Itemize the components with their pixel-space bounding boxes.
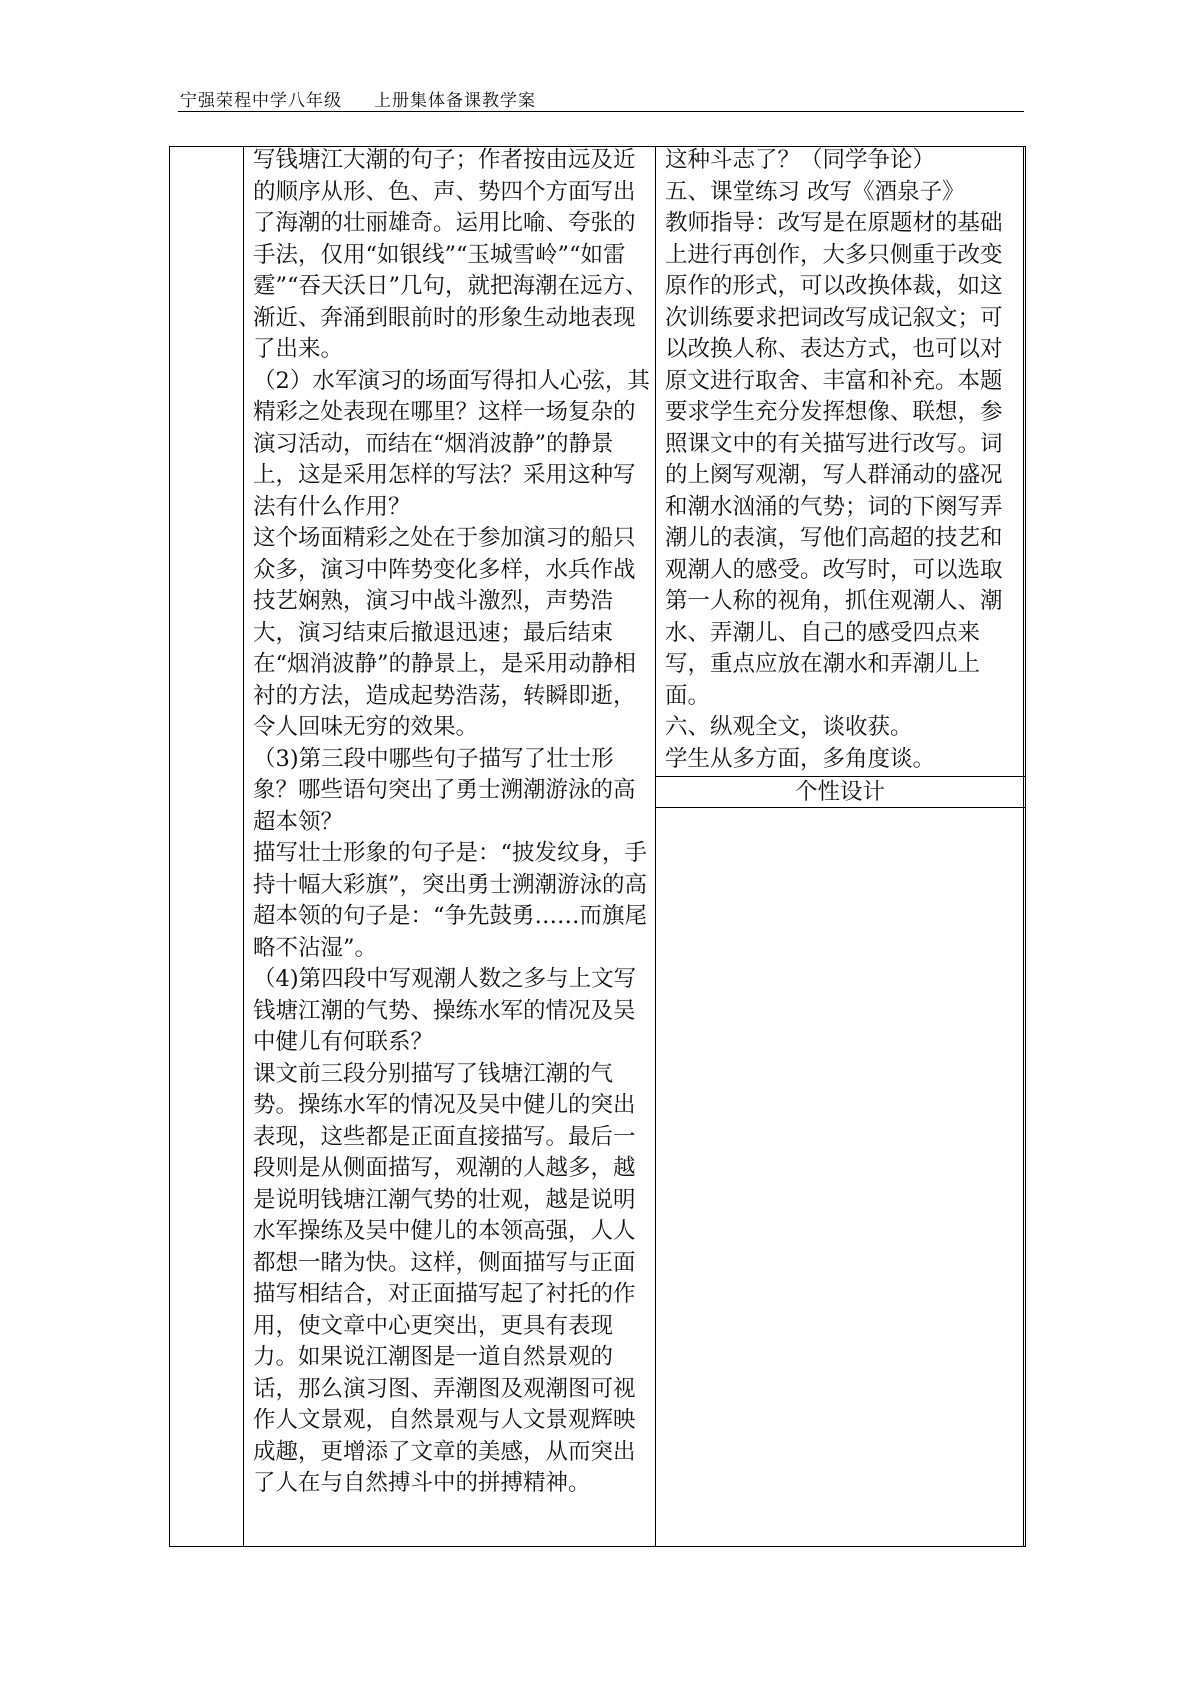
answer-2: 这个场面精彩之处在于参加演习的船只众多，演习中阵势变化多样，水兵作战技艺娴熟，演习中战斗激烈，声势浩大，演习结束后撤退迅速；最后结束在“烟消波静”的静景上，是采用动静相衬的方法，造成起势浩荡，转瞬即逝，令人回味无穷的效果。 bbox=[253, 525, 637, 740]
table-column-divider-middle bbox=[655, 146, 656, 1547]
lesson-content-right bbox=[665, 145, 1021, 775]
question-2: （2）水军演习的场面写得扣人心弦，其精彩之处表现在哪里？这样一场复杂的演习活动，而结在“烟消波静”的静景上，这是采用怎样的写法？采用这种写法有什么作用？ bbox=[253, 367, 650, 520]
teacher-guidance: 教师指导：改写是在原题材的基础上进行再创作，大多只侧重于改变原作的形式，可以改换体裁，如这次训练要求把词改写成记叙文；可以改换人称、表达方式，也可以对原文进行取舍、丰富和补充。本题要求学生充分发挥想像、联想，参照课文中的有关描写进行改写。词的上阕写观潮，写人群涌动的盛况和潮水汹涌的气势；词的下阕写弄潮儿的表演，写他们高超的技艺和观潮人的感受。改写时，可以选取第一人称的视角，抓住观潮人、潮水、弄潮儿、自己的感受四点来写，重点应放在潮水和弄潮儿上面。 bbox=[665, 210, 1003, 709]
table-column-divider-left bbox=[243, 146, 244, 1547]
question-4: （4)第四段中写观潮人数之多与上文写钱塘江潮的气势、操练水军的情况及吴中健儿有何联系？ bbox=[253, 966, 637, 1055]
header-divider bbox=[178, 111, 1024, 112]
right-cell-bottom-border bbox=[655, 807, 1025, 808]
personal-design-heading: 个性设计 bbox=[794, 779, 885, 805]
question-3: （3)第三段中哪些句子描写了壮士形象？哪些语句突出了勇士溯潮游泳的高超本领？ bbox=[253, 745, 636, 835]
page-header: 宁强荣程中学八年级 上册集体备课教学案 bbox=[180, 91, 537, 111]
student-activity: 学生从多方面，多角度谈。 bbox=[665, 745, 936, 772]
paragraph: 写钱塘江大潮的句子；作者按由远及近的顺序从形、色、声、势四个方面写出了海潮的壮丽雄奇。运用比喻、夸张的手法，仅用“如银线”“玉城雪岭”“如雷霆”“吞天沃日”几句，就把海潮在远方、渐近、奔涌到眼前时的形象生动地表现了出来。 bbox=[253, 147, 648, 362]
section-title-practice: 五、课堂练习 改写《酒泉子》 bbox=[665, 178, 965, 205]
table-column-divider-right bbox=[1023, 146, 1024, 1547]
lesson-content-middle bbox=[253, 145, 653, 1500]
answer-4: 课文前三段分别描写了钱塘江潮的气势。操练水军的情况及吴中健儿的突出表现，这些都是正面直接描写。最后一段则是从侧面描写，观潮的人越多，越是说明钱塘江潮气势的壮观，越是说明水军操练及吴中健儿的本领高强，人人都想一睹为快。这样，侧面描写与正面描写相结合，对正面描写起了衬托的作用，使文章中心更突出，更具有表现力。如果说江潮图是一道自然景观的话，那么演习图、弄潮图及观潮图可视作人文景观，自然景观与人文景观辉映成趣，更增添了文章的美感，从而突出了人在与自然搏斗中的拼搏精神。 bbox=[253, 1060, 636, 1496]
section-title-summary: 六、纵观全文，谈收获。 bbox=[665, 714, 913, 740]
paragraph: 这种斗志了？（同学争论） bbox=[665, 147, 936, 173]
answer-3: 描写壮士形象的句子是：“披发纹身，手持十幅大彩旗”，突出勇士溯潮游泳的高超本领的句子是：“争先鼓勇……而旗尾略不沾湿”。 bbox=[253, 840, 648, 961]
